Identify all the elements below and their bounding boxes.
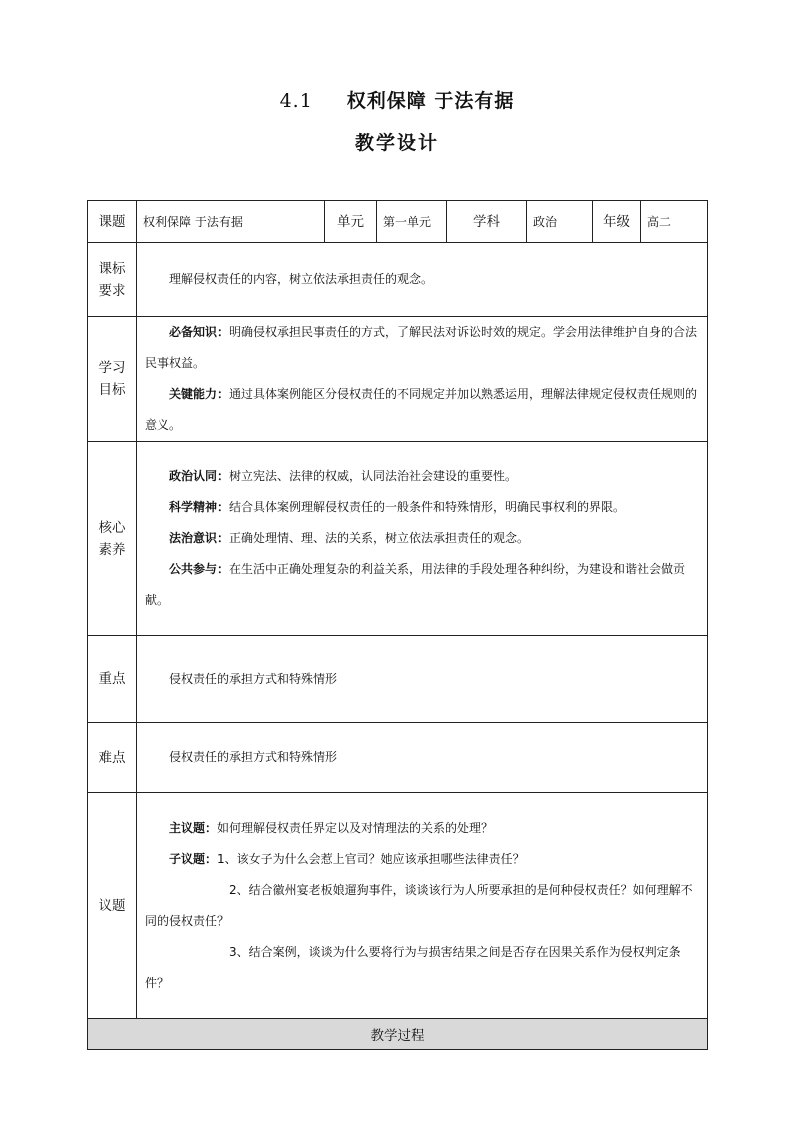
- difficulty-row: [88, 723, 708, 793]
- process-header: 教学过程: [88, 1019, 708, 1050]
- sub-issue: 3、结合案例，谈谈为什么要将行为与损害结果之间是否存在因果关系作为侵权判定条件？: [145, 944, 681, 990]
- key-point-content: [137, 636, 708, 723]
- sub-issue: 2、结合徽州宴老板娘遛狗事件，谈谈该行为人所要承担的是何种侵权责任？如何理解不同的侵权责任？: [145, 882, 693, 928]
- main-issue: [145, 813, 699, 844]
- literacy-item: [145, 492, 699, 523]
- objective-text: 通过具体案例能区分侵权责任的不同规定并加以熟悉运用，理解法律规定侵权责任规则的意义。: [145, 387, 698, 432]
- literacy-item: [145, 554, 699, 616]
- process-row: [88, 1019, 708, 1050]
- issues-content: [137, 793, 708, 1019]
- objectives-content: [137, 317, 708, 442]
- literacy-content: [137, 442, 708, 636]
- objectives-label-line2: 目标: [98, 382, 126, 398]
- literacy-lead: 政治认同：: [169, 469, 230, 483]
- key-point-label: 重点: [88, 636, 137, 723]
- lesson-design-table: [87, 200, 708, 1050]
- literacy-lead: 法治意识：: [169, 531, 230, 545]
- lesson-number: 4.1: [279, 90, 313, 112]
- unit-label: 单元: [325, 201, 377, 243]
- key-point-row: [88, 636, 708, 723]
- subject-value: 政治: [527, 201, 593, 243]
- key-point-text: 侵权责任的承担方式和特殊情形: [169, 671, 338, 686]
- lesson-name: 权利保障 于法有据: [346, 90, 515, 112]
- objectives-label: [88, 317, 137, 442]
- objectives-row: [88, 317, 708, 442]
- difficulty-content: [137, 723, 708, 793]
- literacy-text: 在生活中正确处理复杂的利益关系，用法律的手段处理各种纠纷，为建设和谐社会做贡献。: [145, 562, 686, 607]
- literacy-item: [145, 461, 699, 492]
- grade-label: 年级: [593, 201, 641, 243]
- issues-label: 议题: [88, 793, 137, 1019]
- literacy-text: 树立宪法、法律的权威，认同法治社会建设的重要性。: [229, 469, 518, 483]
- standard-content: [137, 243, 708, 317]
- unit-value: 第一单元: [377, 201, 447, 243]
- literacy-text: 正确处理情、理、法的关系，树立依法承担责任的观念。: [229, 531, 530, 545]
- standard-label: [88, 243, 137, 317]
- objective-lead: 关键能力：: [169, 387, 230, 401]
- main-issue-lead: 主议题：: [169, 820, 218, 835]
- objective-item: [145, 317, 699, 379]
- subject-label: 学科: [447, 201, 527, 243]
- literacy-item: [145, 523, 699, 554]
- literacy-lead: 科学精神：: [169, 500, 230, 514]
- difficulty-label: 难点: [88, 723, 137, 793]
- objectives-label-line1: 学习: [98, 360, 126, 376]
- standard-label-line1: 课标: [98, 260, 126, 277]
- literacy-label-line1: 核心: [98, 519, 126, 536]
- standard-text: 理解侵权责任的内容，树立依法承担责任的观念。: [169, 272, 434, 286]
- objective-lead: 必备知识：: [169, 325, 230, 339]
- sub-issue: [145, 844, 699, 875]
- objective-item: [145, 379, 699, 441]
- document-subtitle: 教学设计: [354, 132, 439, 154]
- difficulty-text: 侵权责任的承担方式和特殊情形: [169, 750, 338, 764]
- topic-value: 权利保障 于法有据: [137, 201, 325, 243]
- lesson-title: [0, 86, 794, 113]
- standard-label-line2: 要求: [98, 282, 126, 299]
- literacy-row: [88, 442, 708, 636]
- grade-value: 高二: [641, 201, 708, 243]
- literacy-text: 结合具体案例理解侵权责任的一般条件和特殊情形，明确民事权利的界限。: [229, 500, 626, 514]
- standard-row: [88, 243, 708, 317]
- objective-text: 明确侵权承担民事责任的方式，了解民法对诉讼时效的规定。学会用法律维护自身的合法民事权益。: [145, 325, 698, 370]
- sub-issue-text: 1、该女子为什么会惹上官司？她应该承担哪些法律责任？: [217, 851, 525, 866]
- topic-label: 课题: [88, 201, 137, 243]
- literacy-label: [88, 442, 137, 636]
- info-row: [88, 201, 708, 243]
- literacy-label-line2: 素养: [98, 541, 126, 558]
- sub-issue-lead: 子议题：: [169, 851, 218, 866]
- issues-row: [88, 793, 708, 1019]
- main-issue-text: 如何理解侵权责任界定以及对情理法的关系的处理？: [217, 820, 494, 835]
- literacy-lead: 公共参与：: [169, 562, 230, 576]
